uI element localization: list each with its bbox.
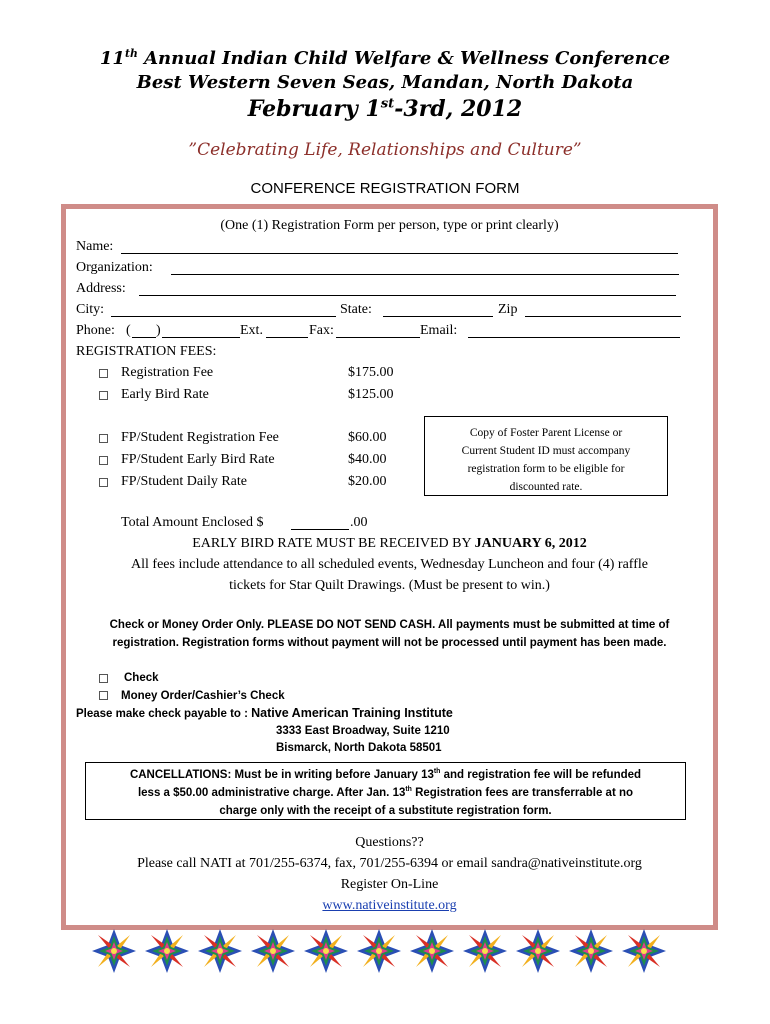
cancellation-line: CANCELLATIONS: Must be in writing before January 13th and registration fee will be refunded xyxy=(129,768,642,781)
instructions: (One (1) Registration Form per person, type or print clearly) xyxy=(220,218,559,233)
phone-close-paren: ) xyxy=(156,323,161,338)
website-link-row xyxy=(61,898,718,914)
organization-label: Organization: xyxy=(76,260,153,275)
phone-label: Phone: xyxy=(76,323,115,338)
check-checkbox[interactable] xyxy=(99,674,108,683)
discount-note-line: Copy of Foster Parent License or xyxy=(469,427,623,439)
star-quilt-icon xyxy=(251,929,295,973)
fee-amount: $175.00 xyxy=(348,365,394,380)
fees-include-text: tickets for Star Quilt Drawings. (Must be present to win.) xyxy=(229,578,550,593)
zip-field[interactable] xyxy=(525,316,681,317)
cancellation-line: charge only with the receipt of a substitute registration form. xyxy=(219,805,552,817)
fee-amount: $20.00 xyxy=(348,474,387,489)
early-bird-deadline: EARLY BIRD RATE MUST BE RECEIVED BY JANUARY 6, 2012 xyxy=(192,536,587,551)
fee-amount: $60.00 xyxy=(348,430,387,445)
cancellation-policy xyxy=(85,762,686,820)
state-label: State: xyxy=(340,302,372,317)
fees-heading: REGISTRATION FEES: xyxy=(76,344,217,359)
form-title: CONFERENCE REGISTRATION FORM xyxy=(250,180,520,197)
fee-label: Registration Fee xyxy=(121,365,214,380)
register-online-text: Register On-Line xyxy=(340,877,439,892)
discount-note-line: registration form to be eligible for xyxy=(467,463,625,475)
email-field[interactable] xyxy=(468,337,680,338)
fee-label: FP/Student Early Bird Rate xyxy=(121,452,275,467)
fees-include-text: All fees include attendance to all scheduled events, Wednesday Luncheon and four (4) raffle xyxy=(131,557,648,572)
star-quilt-icon xyxy=(410,929,454,973)
contact-info: Please call NATI at 701/255-6374, fax, 701/255-6394 or email sandra@nativeinstitute.org xyxy=(137,856,642,871)
star-quilt-icon xyxy=(92,929,136,973)
name-label: Name: xyxy=(76,239,114,254)
discount-note-line: discounted rate. xyxy=(509,481,583,493)
option-money-order-label: Money Order/Cashier’s Check xyxy=(121,690,285,702)
fee-label: FP/Student Registration Fee xyxy=(121,430,279,445)
star-quilt-icon xyxy=(463,929,507,973)
phone-open-paren: ( xyxy=(126,323,131,338)
phone-number-field[interactable] xyxy=(162,337,240,338)
star-quilt-icon xyxy=(304,929,348,973)
payment-policy: registration. Registration forms without payment will not be processed until payment has been made. xyxy=(112,637,667,649)
questions-text: Questions?? xyxy=(355,835,424,850)
fee-label: Early Bird Rate xyxy=(121,387,209,402)
address-label: Address: xyxy=(76,281,126,296)
option-check-label: Check xyxy=(124,672,159,684)
state-field[interactable] xyxy=(383,316,493,317)
fee-checkbox[interactable] xyxy=(99,369,108,378)
city-label: City: xyxy=(76,302,105,317)
fax-label: Fax: xyxy=(309,323,334,338)
cancellation-line: less a $50.00 administrative charge. After Jan. 13th Registration fees are transferrable at no xyxy=(137,786,634,799)
organization-field[interactable] xyxy=(171,274,679,275)
mailing-address: 3333 East Broadway, Suite 1210 xyxy=(276,725,450,737)
payment-policy: Check or Money Order Only. PLEASE DO NOT SEND CASH. All payments must be submitted at time of xyxy=(109,619,670,631)
city-field[interactable] xyxy=(111,316,336,317)
conference-title: 11th Annual Indian Child Welfare & Wellness Conference xyxy=(99,47,671,69)
total-amount-field[interactable] xyxy=(291,529,349,530)
star-quilt-icon xyxy=(198,929,242,973)
fee-label: FP/Student Daily Rate xyxy=(121,474,247,489)
fee-checkbox[interactable] xyxy=(99,391,108,400)
total-suffix: .00 xyxy=(350,515,368,530)
conference-dates: February 1st-3rd, 2012 xyxy=(247,96,523,122)
mailing-address: Bismarck, North Dakota 58501 xyxy=(276,742,442,754)
ext-field[interactable] xyxy=(266,337,308,338)
zip-label: Zip xyxy=(498,302,518,317)
fee-checkbox[interactable] xyxy=(99,434,108,443)
phone-area-code-field[interactable] xyxy=(132,337,156,338)
star-quilt-icon xyxy=(145,929,189,973)
ext-label: Ext. xyxy=(240,323,263,338)
website-link[interactable]: www.nativeinstitute.org xyxy=(322,898,457,913)
conference-venue: Best Western Seven Seas, Mandan, North Dakota xyxy=(136,72,634,93)
address-field[interactable] xyxy=(139,295,676,296)
discount-note-line: Current Student ID must accompany xyxy=(461,445,631,457)
fee-amount: $40.00 xyxy=(348,452,387,467)
payable-to: Please make check payable to : Native American Training Institute xyxy=(76,706,453,720)
money-order-checkbox[interactable] xyxy=(99,691,108,700)
fee-checkbox[interactable] xyxy=(99,456,108,465)
fee-checkbox[interactable] xyxy=(99,478,108,487)
email-label: Email: xyxy=(420,323,458,338)
name-field[interactable] xyxy=(121,253,678,254)
star-quilt-icon xyxy=(516,929,560,973)
fax-field[interactable] xyxy=(336,337,420,338)
star-quilt-icon xyxy=(569,929,613,973)
star-quilt-icon xyxy=(357,929,401,973)
discount-note xyxy=(424,416,668,496)
total-label: Total Amount Enclosed $ xyxy=(121,515,264,530)
fee-amount: $125.00 xyxy=(348,387,394,402)
star-quilt-border xyxy=(92,928,672,974)
star-quilt-icon xyxy=(622,929,666,973)
tagline: ”Celebrating Life, Relationships and Culture” xyxy=(188,140,582,160)
